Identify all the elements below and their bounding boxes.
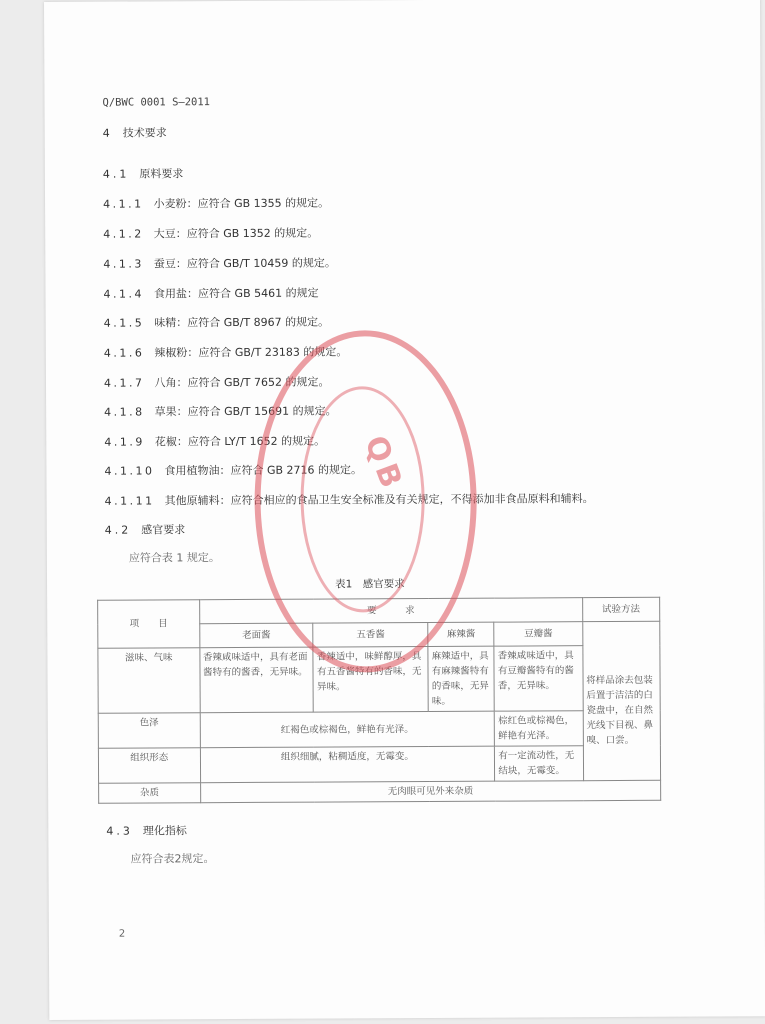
- table-cell: 香辣咸味适中，具有豆瓣酱特有的酱香，无异味。: [494, 646, 583, 711]
- clause-text: 大豆：应符合 GB 1352 的规定。: [153, 226, 319, 241]
- standard-code: Q/BWC 0001 S—2011: [102, 96, 211, 109]
- subheader-wuxiang: 五香酱: [313, 622, 428, 647]
- clause-4-1-9: [104, 435, 325, 450]
- section-number: 4: [102, 126, 113, 140]
- clause-text: 辣椒粉：应符合 GB/T 23183 的规定。: [154, 345, 348, 360]
- clause-4-1-10: [104, 463, 362, 478]
- clause-4-1-3: [103, 256, 336, 271]
- header-method: 试验方法: [582, 597, 659, 621]
- subheader-mala: 麻辣酱: [428, 622, 494, 646]
- clause-number: 4.1.11: [104, 494, 155, 508]
- section-4-1-heading: [103, 167, 184, 181]
- table-row: [99, 780, 661, 803]
- table-cell: 香辣适中，味鲜醇厚，具有五香酱特有的香味，无异味。: [313, 646, 428, 712]
- table-cell: 红褐色或棕褐色，鲜艳有光泽。: [200, 711, 495, 748]
- clause-text: 八角：应符合 GB/T 7652 的规定。: [154, 375, 330, 390]
- clause-number: 4.1.8: [104, 405, 145, 419]
- clause-4-1-1: [103, 197, 329, 212]
- clause-text: 其他原辅料：应符合相应的食品卫生安全标准及有关规定，不得添加非食品原料和辅料。: [164, 492, 594, 508]
- section-number: 4.2: [104, 523, 132, 537]
- seal-lettering: QB: [357, 431, 410, 497]
- clause-number: 4.1.7: [103, 376, 145, 390]
- section-number: 4.3: [106, 824, 133, 838]
- clause-text: 蚕豆：应符合 GB/T 10459 的规定。: [153, 256, 336, 271]
- section-title: 感官要求: [141, 523, 186, 537]
- clause-number: 4.1.3: [103, 257, 144, 271]
- clause-4-1-5: [104, 316, 330, 331]
- clause-text: 味精：应符合 GB/T 8967 的规定。: [154, 315, 330, 330]
- table-caption: 表1 感官要求: [335, 578, 405, 591]
- table-row: [98, 745, 660, 783]
- clause-4-1-8: [104, 404, 337, 419]
- clause-number: 4.1.4: [103, 287, 145, 301]
- clause-number: 4.1.5: [103, 316, 145, 330]
- row-label: 组织形态: [98, 748, 200, 784]
- section-title: 理化指标: [142, 824, 187, 838]
- row-label: 滋味、气味: [98, 648, 200, 714]
- table-cell: 麻辣适中，具有麻辣酱特有的香味，无异味。: [428, 646, 494, 711]
- method-cell: 将样品涂去包装后置于洁洁的白瓷盘中，在自然光线下目视、鼻嗅、口尝。: [582, 621, 660, 780]
- section-title: 原料要求: [139, 167, 184, 181]
- clause-4-1-11: [105, 492, 594, 509]
- section-number: 4.1: [102, 167, 130, 181]
- table-row: [98, 710, 660, 748]
- clause-number: 4.1.9: [104, 435, 145, 449]
- clause-4-1-4: [103, 287, 318, 302]
- section-4-2-body: 应符合表 1 规定。: [128, 551, 220, 565]
- section-4-2-heading: [105, 523, 186, 537]
- clause-4-1-7: [104, 376, 330, 391]
- section-4-heading: [103, 126, 167, 140]
- clause-number: 4.1.1: [103, 197, 144, 211]
- clause-text: 花椒：应符合 LY/T 1652 的规定。: [154, 434, 326, 449]
- clause-number: 4.1.10: [104, 464, 155, 478]
- table-header-row: [98, 597, 660, 624]
- subheader-laomian: 老面酱: [199, 623, 313, 648]
- clause-text: 草果：应符合 GB/T 15691 的规定。: [154, 404, 337, 419]
- table-cell: 香辣咸味适中，具有老面酱特有的酱香，无异味。: [199, 647, 313, 713]
- table-cell: 棕红色或棕褐色，鲜艳有光泽。: [495, 711, 584, 746]
- clause-number: 4.1.6: [103, 346, 145, 360]
- clause-4-1-2: [103, 227, 318, 242]
- clause-text: 食用植物油：应符合 GB 2716 的规定。: [164, 463, 363, 478]
- table-row: [98, 645, 660, 713]
- table-cell: 无肉眼可见外来杂质: [200, 780, 660, 802]
- section-title: 技术要求: [122, 126, 167, 140]
- section-4-3-heading: [106, 824, 187, 838]
- section-4-3-body: 应符合表2规定。: [130, 852, 215, 866]
- header-item: 项 目: [98, 600, 200, 649]
- subheader-douban: 豆瓣酱: [494, 622, 583, 646]
- document-page: [44, 0, 765, 1020]
- clause-text: 食用盐：应符合 GB 5461 的规定: [153, 286, 319, 301]
- sensory-requirements-table: [97, 597, 661, 804]
- clause-text: 小麦粉：应符合 GB 1355 的规定。: [153, 196, 330, 211]
- row-label: 色泽: [98, 713, 200, 749]
- table-cell: 组织细腻，粘稠适度，无霉变。: [200, 746, 495, 783]
- clause-number: 4.1.2: [103, 227, 144, 241]
- clause-4-1-6: [104, 345, 348, 360]
- row-label: 杂质: [99, 783, 201, 804]
- table-cell: 有一定流动性，无结块，无霉变。: [495, 746, 584, 781]
- page-number: 2: [118, 928, 126, 940]
- header-requirement: 要 求: [199, 598, 582, 624]
